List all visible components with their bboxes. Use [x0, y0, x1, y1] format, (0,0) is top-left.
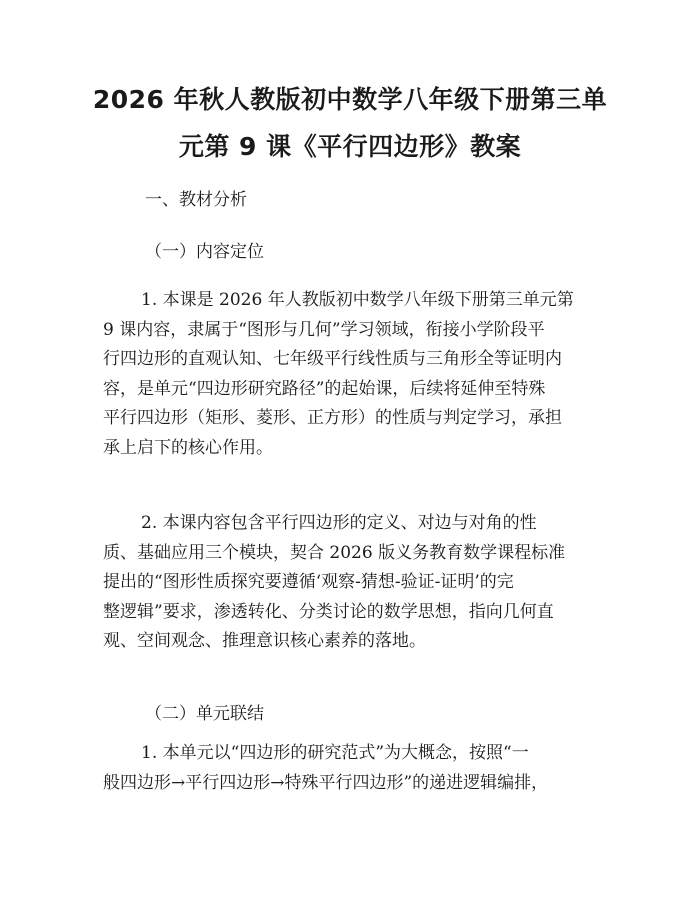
document-title-line-1: 2026 年秋人教版初中数学八年级下册第三单	[92, 85, 608, 114]
subsection-heading-content-positioning: （一）内容定位	[145, 242, 264, 262]
paragraph-line: 1. 本课是 2026 年人教版初中数学八年级下册第三单元第	[141, 290, 574, 310]
subsection-heading-unit-connection: （二）单元联结	[145, 704, 264, 724]
paragraph-line: 观、空间观念、推理意识核心素养的落地。	[103, 631, 426, 651]
paragraph-line: 般四边形→平行四边形→特殊平行四边形”的递进逻辑编排，	[103, 772, 549, 793]
paragraph-line: 承上启下的核心作用。	[103, 437, 273, 458]
paragraph-line: 容，是单元“四边形研究路径”的起始课，后续将延伸至特殊	[103, 378, 546, 399]
paragraph-content-positioning-1	[103, 286, 603, 463]
paragraph-line: 1. 本单元以“四边形的研究范式”为大概念，按照“一	[141, 743, 529, 763]
paragraph-content-positioning-2	[103, 509, 603, 657]
section-heading-textbook-analysis: 一、教材分析	[145, 190, 247, 210]
paragraph-line: 质、基础应用三个模块，契合 2026 版义务教育数学课程标准	[103, 542, 566, 563]
paragraph-line: 平行四边形（矩形、菱形、正方形）的性质与判定学习，承担	[103, 408, 562, 428]
paragraph-line: 2. 本课内容包含平行四边形的定义、对边与对角的性	[141, 513, 537, 533]
paragraph-line: 9 课内容，隶属于“图形与几何”学习领域，衔接小学阶段平	[103, 319, 545, 340]
document-title-line-2: 元第 9 课《平行四边形》教案	[178, 132, 522, 161]
paragraph-line: 行四边形的直观认知、七年级平行线性质与三角形全等证明内	[103, 349, 562, 369]
paragraph-line: 提出的“图形性质探究要遵循‘观察-猜想-验证-证明’的完	[103, 572, 514, 592]
paragraph-line: 整逻辑”要求，渗透转化、分类讨论的数学思想，指向几何直	[103, 601, 554, 622]
paragraph-unit-connection-1	[103, 739, 603, 798]
